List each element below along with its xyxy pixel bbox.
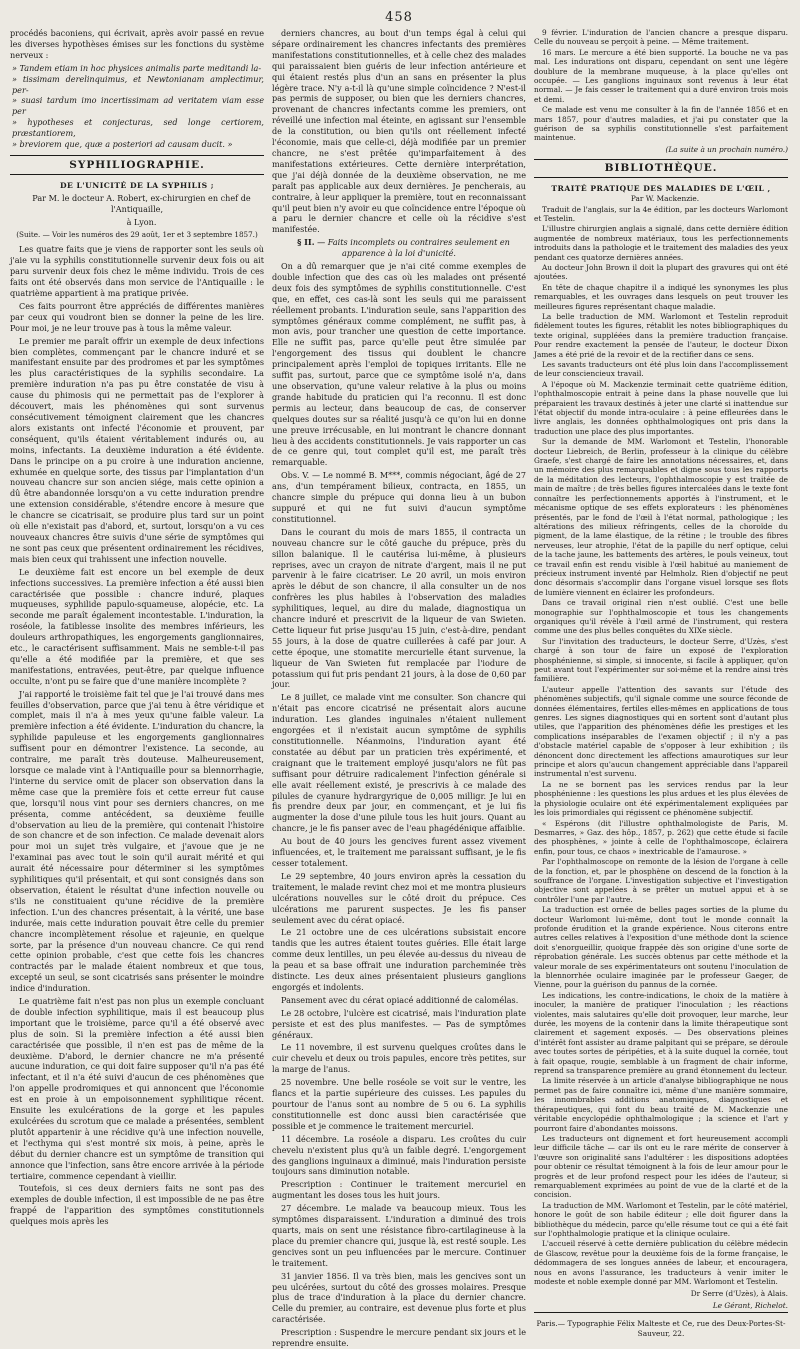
article-title-traite: TRAITÉ PRATIQUE DES MALADIES DE L'ŒIL , — [551, 183, 771, 193]
article-paragraph: Prescription : Continuer le traitement mercuriel en augmentant les doses tous les huit jours. — [272, 1179, 526, 1201]
quote-line: » breviorem que, quæ a posteriori ad causam ducit. » — [12, 139, 233, 150]
review-paragraph: La traduction de MM. Warlomont et Testelin, par le côté matériel, honore le goût de son habile éditeur ; elle doit figurer dans la bibliothèque du médecin, parce qu'elle résume tout ce qui a été fait sur l'ophthalmologie pratique et la clinique oculaire. — [534, 1200, 788, 1238]
article-body-right-top — [534, 28, 788, 143]
article-paragraph: Le 29 septembre, 40 jours environ après la cessation du traitement, le malade revint chez moi et me montra plusieurs ulcérations nouvelles sur le côté droit du prépuce. Ces ulcérations me parurent suspectes. Je les fis panser seulement avec du cérat opiacé. — [272, 870, 526, 925]
article-body-middle-top — [272, 28, 526, 235]
article-paragraph: Prescription : Suspendre le mercure pendant six jours et le reprendre ensuite. — [272, 1327, 526, 1349]
review-paragraph: La traduction est ornée de belles pages sorties de la plume du docteur Warlomont lui-même, dont tout le monde connaît la profonde érudition et la grande expérience. Nous citerons entre autres celles relatives à l'exposition d'une méthode dont la science doit s'enorgueillir, quoique frappée dès son origine d'une sorte de réprobation générale. Les succès obtenus par cette méthode et la valeur morale de ses expérimentateurs ont soutenu l'inoculation de la blennorrhée oculaire imaginée par le professeur Gaeger, de Vienne, pour la guérison du pannus de la cornée. — [534, 905, 788, 990]
quote-line: » tissimam derelinquimus, et Newtonianam amplectimur, per- — [12, 73, 264, 95]
article-paragraph: Le quatrième fait n'est pas non plus un exemple concluant de double infection syphilitique, mais il est beaucoup plus important que le troisième, parce qu'il a été observé avec plus de soin. Si la première infection a été aussi bien caractérisée que possible, il n'en est pas de même de la deuxième. D'abord, le dernier chancre ne m'a présenté aucune induration, ce qui doit faire supposer qu'il n'a pas été infectant, et il n'a été suivi d'aucun de ces phénomènes que l'on appelle prodromiques et qui annoncent que l'économie est en proie à un empoisonnement syphilitique récent. Ensuite les exulcérations de la gorge et les papules exulcérées du scrotum que ce malade a présentées, semblent plutôt appartenir à une récidive qu'à une infection nouvelle, et l'ecthyma qui s'est montré six mois, à peine, après le début du dernier chancre est un symptôme de transition qui annonce que l'infection, sans être encore arrivée à la période tertiaire, commence cependant à vieillir. — [10, 996, 264, 1181]
article-paragraph: Le 28 octobre, l'ulcère est cicatrisé, mais l'induration plate persiste et est des plus manifestes. — Pas de symptômes généraux. — [272, 1007, 526, 1040]
book-author: Par W. Mackenzie. — [630, 194, 700, 204]
review-body — [534, 224, 788, 1286]
review-paragraph: L'auteur appelle l'attention des savants sur l'étude des phénomènes subjectifs, qu'il signale comme une source féconde de données élémentaires, fertiles elles-mêmes en applications de tous genres. Les signes diagnostiques qui en sortent sont d'autant plus utiles, que l'apparition des phénomènes défie les prestiges et les complications inséparables de l'examen objectif ; il n'y a pas d'obstacle matériel capable de s'opposer à leur exhibition ; ils dénoncent donc directement les affections amaurotiques sur leur principe et alors qu'aucun changement appréciable dans l'appareil instrumental n'est survenu. — [534, 684, 788, 779]
article-paragraph: 11 décembre. La roséole a disparu. Les croûtes du cuir chevelu n'existent plus qu'à un faible degré. L'engorgement des ganglions inguinaux a diminué, mais l'induration persiste toujours sans diminution notable. — [272, 1133, 526, 1177]
article-paragraph: Le 21 octobre une de ces ulcérations subsistait encore tandis que les autres étaient toutes guéries. Elle était large comme deux lentilles, un peu élevée au-dessus du niveau de la peau et sa base offrait une induration parcheminée très distincte. Les deux aines présentaient plusieurs ganglions engorgés et indolents. — [272, 927, 526, 992]
review-paragraph: Les indications, les contre-indications, le choix de la matière à inoculer, la manière de pratiquer l'inoculation ; les réactions violentes, mais salutaires qu'elle doit provoquer, leur marche, leur durée, les moyens de la contenir dans la limite thérapeutique sont clairement et sagement exposés. — Des observations pleines d'intérêt font assister au drame palpitant qui se prépare, se déroule avec toutes sortes de péripéties, et à la suite duquel la cornée, tout à fait opaque, rougie, semblable à un fragment de chair informe, reprend sa transparence première au grand étonnement du lecteur. — [534, 990, 788, 1076]
article-paragraph: Ce malade est venu me consulter à la fin de l'année 1856 et en mars 1857, pour d'autres maladies, et j'ai pu constater que la guérison de sa syphilis constitutionnelle s'est parfaitement maintenue. — [534, 105, 788, 143]
article-paragraph: Au bout de 40 jours les gencives furent assez vivement influencées, et, le traitement me paraissant suffisant, je le fis cesser totalement. — [272, 836, 526, 868]
article-paragraph: Obs. V. — Le nommé B. M***, commis négociant, âgé de 27 ans, d'un tempérament bilieux, contracta, en 1855, un chancre simple du prépuce qui donna lieu à un bubon suppuré et qui ne fut suivi d'aucun symptôme constitutionnel. — [272, 470, 526, 524]
article-author: Par M. le docteur A. Robert, ex-chirurgien en chef de l'Antiquaille, — [32, 192, 251, 214]
review-paragraph: Dans ce travail original rien n'est oublié. C'est une belle monographie sur l'ophthalmoscopie et tous les changements organiques qu'il révèle à l'œil armé de l'instrument, qui restera comme une des plus belles conquêtes du XIXe siècle. — [534, 598, 788, 636]
imprint-rule — [534, 1312, 788, 1313]
page-number: 458 — [385, 10, 413, 25]
article-paragraph: 27 décembre. Le malade va beaucoup mieux. Tous les symptômes disparaissent. L'induration a diminué des trois quarts, mais on sent une résistance fibro-cartilagineuse à la place du premier chancre qui, jusque là, est resté souple. Les gencives sont un peu influencées par le mercure. Continuer le traitement. — [272, 1203, 526, 1268]
article-body-middle — [272, 261, 526, 1349]
article-paragraph: Dans le courant du mois de mars 1855, il contracta un nouveau chancre sur le côté gauche du prépuce, près du sillon balanique. Il le cautérisa lui-même, à plusieurs reprises, avec un crayon de nitrate d'argent, mais il ne put parvenir à le faire cicatriser. Le 20 avril, un mois environ après le début de son chancre, il alla consulter un de nos confrères les plus habiles à l'observation des maladies syphilitiques, lequel, au dire du malade, diagnostiqua un chancre induré et prescrivit de la liqueur de van Swieten. Cette liqueur fut prise jusqu'au 15 juin, c'est-à-dire, pendant 55 jours, à la dose de quatre cuillerées à café par jour. A cette époque, une stomatite mercurielle étant survenue, la liqueur de Van Swieten fut remplacée par l'iodure de potassium qui fut pris pendant 21 jours, à la dose de 0,60 par jour. — [272, 526, 526, 690]
section-title-syphiliographie: SYPHILIOGRAPHIE. — [69, 158, 205, 171]
article-paragraph: Toutefois, si ces deux derniers faits ne sont pas des exemples de double infection, il est impossible de ne pas être frappé de l'apparition des symptômes constitutionnels quelques mois après les — [10, 1183, 264, 1227]
section-title-bibliotheque: BIBLIOTHÈQUE. — [604, 162, 718, 175]
quote-line: » Tandem etiam in hoc physices animalis parte meditandi la- — [12, 62, 262, 73]
section-rule-right — [534, 159, 788, 160]
manager-line: Le Gérant, Richelot. — [712, 1300, 788, 1310]
to-be-continued-note: (La suite à un prochain numéro.) — [665, 144, 788, 154]
review-paragraph: L'illustre chirurgien anglais a signalé, dans cette dernière édition augmentée de nombreux matériaux, tous les perfectionnements introduits dans la pathologie et le traitement des maladies des yeux pendant ces quatorze dernières années. — [534, 224, 788, 262]
review-paragraph: « Espérons (dit l'illustre ophthalmologiste de Paris, M. Desmarres, » Gaz. des hôp., 1857, p. 262) que cette étude si facile des phosphènes, » jointe à celle de l'ophthalmoscope, éclairera enfin, pour tous, ce chaos » inextricable de l'amaurose. » — [534, 818, 788, 856]
quote-line: » hypotheses et conjecturas, sed longe certiorem, præstantiorem, — [12, 117, 264, 139]
column-middle — [272, 28, 526, 1349]
article-paragraph: Le deuxième fait est encore un bel exemple de deux infections successives. La première infection a été aussi bien caractérisée que possible : chancre induré, plaques muqueuses, syphilide papulo-squameuse, alopécie, etc. La seconde me paraît également incontestable. L'induration, la roséole, la fatiblesse insolite des membres inférieurs, les douleurs arthropathiques, les engorgements ganglionnaires, etc., le caractérisent suffisamment. Mais ne semble-t-il pas qu'elle a été modifiée par la première, et que ses manifestations, entravées, peut-être, par quelque influence occulte, n'ont pu se faire que d'une manière incomplète ? — [10, 566, 264, 686]
continuation-note: (Suite. — Voir les numéros des 29 août, 1er et 3 septembre 1857.) — [16, 229, 258, 239]
review-paragraph: Sur l'invitation des traducteurs, le docteur Serre, d'Uzès, s'est chargé à son tour de faire un exposé de l'exploration phosphénienne, si simple, si innocente, si facile à appliquer, qu'on peut avant tout l'expérimenter sur soi-même et la rendre ainsi très familière. — [534, 636, 788, 684]
subsection-number: § II. — [297, 237, 315, 248]
article-paragraph: Les quatre faits que je viens de rapporter sont les seuls où j'aie vu la syphilis constitutionnelle survenir deux fois ou ait paru survenir deux fois chez le même individu. Trois de ces faits ont été observés dans mon service de l'Antiquaille : le quatrième appartient à ma pratique privée. — [10, 244, 264, 299]
section-rule — [10, 155, 264, 156]
review-signature: Dr Serre (d'Uzès), à Alais. — [690, 1289, 788, 1299]
column-right — [534, 28, 788, 1338]
article-paragraph: derniers chancres, au bout d'un temps égal à celui qui sépare ordinairement les chancres infectants des premières manifestations constitutionnelles, et à celle chez des malades qui paraissaient bien guéris de leur infection antérieure et qui étaient restés plus d'un an sans en présenter la plus légère trace. N'y a-t-il là qu'une simple coïncidence ? N'est-il pas permis de supposer, ou bien que les derniers chancres, provenant de chancres infectants comme les premiers, ont réveillé une infection mal éteinte, en agissant sur l'ensemble de la constitution, ou bien qu'ils ont réellement infecté l'économie, mais que celle-ci, déjà modifiée par un premier chancre, ne s'est prêtée qu'imparfaitement à des manifestations extérieures. Cette dernière interprétation, que j'ai déjà donnée de la deuxième observation, ne me paraît pas applicable aux deux dernières. Je pencherais, au contraire, à leur appliquer la première, tout en reconnaissant qu'il peut bien n'y avoir eu que coïncidence entre l'époque où a paru le dernier chancre et celle où la récidive s'est manifestée. — [272, 28, 526, 235]
review-paragraph: A l'époque où M. Mackenzie terminait cette quatrième édition, l'ophthalmoscopie entrait à peine dans la phase nouvelle que lui préparaient les travaux destinés à jeter une clarté si inattendue sur l'état objectif du monde intra-oculaire : à peine effleurées dans le livre anglais, les données ophthalmologiques ont pris dans la traduction une place des plus importantes. — [534, 379, 788, 436]
article-paragraph: Le premier me paraît offrir un exemple de deux infections bien complètes, commençant par le chancre induré et se manifestant ensuite par des prodromes et par les symptômes les plus caractéristiques de la syphilis secondaire. La première induration n'a pas pu être constatée de visu à cause du phimosis qui ne permettait pas de l'explorer à découvert, mais les phénomènes qui sont survenus consécutivement témoignent clairement que les chancres alors existants ont infecté l'économie et prouvent, par conséquent, qu'ils étaient véritablement indurés ou, au moins, infectants. La deuxième induration a été évidente. Dans le principe on a pu croire à une induration ancienne, exhumée en quelque sorte, des tissus par l'implantation d'un nouveau chancre sur son ancien siége, mais cette opinion a dû être abandonnée lorsqu'on a vu cette induration prendre une extension considérable, s'étendre encore à mesure que le chancre se cicatrisait, se produire plus tard sur un point où elle n'existait pas d'abord, et, surtout, lorsqu'on a vu ces nouveaux chancres être suivis d'une série de symptômes qui ne sont pas ceux que présentent ordinairement les récidives, mais bien ceux qui trahissent une infection nouvelle. — [10, 335, 264, 564]
article-paragraph: Ces faits pourront être appréciés de différentes manières par ceux qui voudront bien se donner la peine de les lire. Pour moi, je ne leur trouve pas à tous la même valeur. — [10, 300, 264, 333]
article-paragraph: 9 février. L'induration de l'ancien chancre a presque disparu. Celle du nouveau se perçoit à peine. — Même traitement. — [534, 28, 788, 47]
review-paragraph: La belle traduction de MM. Warlomont et Testelin reproduit fidèlement toutes les figures, rétablit les notes bibliographiques du texte original, suppléées dans la première traduction française. Pour rendre exactement la pensée de l'auteur, le docteur Dixon James a été prié de la revoir et de la rectifier dans ce sens. — [534, 311, 788, 359]
article-paragraph: 25 novembre. Une belle roséole se voit sur le ventre, les flancs et la partie supérieure des cuisses. Les papules du pourtour de l'anus sont au nombre de 5 ou 6. La syphilis constitutionnelle est donc aussi bien caractérisée que possible et je commence le traitement mercuriel. — [272, 1077, 526, 1131]
review-paragraph: L'accueil réservé à cette dernière publication du célèbre médecin de Glascow, revêtue pour la deuxième fois de la forme française, le dédommagera de ses longues années de labeur, et encouragera, nous en avons l'assurance, les traducteurs à venir imiter le modeste et noble exemple donné par MM. Warlomont et Testelin. — [534, 1239, 788, 1286]
intro-paragraph: procédés baconiens, qui écrivait, après avoir passé en revue les diverses hypothèses émises sur les fonctions du système nerveux : — [10, 28, 264, 60]
column-left — [10, 28, 264, 1227]
latin-quote — [10, 63, 264, 150]
review-paragraph: La ne se bornent pas les services rendus par la leur phosphénienne : les questions les plus ardues et les plus élevées de la physiologie oculaire ont été expérimentalement expliquées par les lois primordiales qui régissent ce phénomène subjectif. — [534, 779, 788, 818]
subsection-text: — Faits incomplets ou contraires seulement en apparence à la loi d'unicité. — [317, 237, 510, 259]
article-paragraph: On a dû remarquer que je n'ai cité comme exemples de double infection que des cas où les malades ont présenté deux fois des symptômes de syphilis constitutionnelle. C'est que, en effet, ces cas-là sont les seuls qui me paraissent réellement probants. L'induration seule, sans l'apparition des symptômes généraux comme complément, ne suffit pas, à mon avis, pour trancher une question de cette importance. Elle ne suffit pas, parce qu'elle peut être simulée par l'engorgement des tissus qui doublent le chancre principalement après l'emploi de topiques irritants. Elle ne suffit pas, surtout, parce que ce symptôme isolé n'a, dans une observation, qu'une valeur relative à la plus ou moins grande habitude du praticien qui l'a reconnu. Il est donc permis au lecteur, dans beaucoup de cas, de conserver quelques doutes sur sa réalité jusqu'à ce qu'on lui en donne une preuve irrécusable, en lui montrant le chancre donnant lieu à des accidents constitutionnels. Je vais rapporter un cas de ce genre qui, tout complet qu'il est, me paraît très remarquable. — [272, 261, 526, 468]
section-rule-thin — [10, 174, 264, 175]
section-rule-right-thin — [534, 177, 788, 178]
review-paragraph: En tête de chaque chapitre il a indiqué les synonymes les plus remarquables, et les ouvrages dans lesquels on peut trouver les meilleures figures représentant chaque maladie. — [534, 282, 788, 311]
article-paragraph: J'ai rapporté le troisième fait tel que je l'ai trouvé dans mes feuilles d'observation, parce que j'ai tenu à être véridique et complet, mais il n'a à mes yeux qu'une faible valeur. La première infection a été évidente. L'induration du chancre, la syphilide papuleuse et les engorgements ganglionnaires suffisent pour en démontrer l'existence. La seconde, au contraire, me paraît très douteuse. Malheureusement, lorsque ce malade vint à l'Antiquaille pour sa blennorrhagie, l'interne du service omit de placer son observation dans la même case que la première fois et cette erreur fut cause que, lorsqu'il nous vint pour ses derniers chancres, on me présenta, comme antécédent, sa deuxième feuille d'observation au lieu de la première, qui contenait l'histoire de son chancre et de son infection. Ce malade devenait alors pour moi un sujet très vulgaire, et j'avoue que je ne l'examinai pas avec tout le soin qu'il aurait mérité et qui aurait été nécessaire pour déterminer si les symptômes syphilitiques qu'il présentait, et qui sont consignés dans son observation, étaient le résultat d'une infection nouvelle ou s'ils ne constituaient qu'une récidive de la première infection. L'un des chancres présentait, à la vérité, une base indurée, mais cette induration pouvait être celle du premier chancre incomplètement résolue et rajeunie, en quelque sorte, par la présence d'un nouveau chancre. Ce qui rend cette opinion probable, c'est que cette fois les chancres contractés par le malade étaient nombreux et que tous, excepté un seul, se sont cicatrisés sans présenter le moindre indice d'induration. — [10, 688, 264, 994]
review-paragraph: La limite réservée à un article d'analyse bibliographique ne nous permet pas de faire connaître ici, même d'une manière sommaire, les innombrables additions anatomiques, diagnostiques et thérapeutiques, qui font du beau traité de M. Mackenzie une véritable encyclopédie ophthalmologique ; la science et l'art y pourront faire d'abondantes moissons. — [534, 1076, 788, 1133]
article-city: à Lyon. — [126, 216, 157, 227]
columns — [10, 28, 788, 1349]
article-title-unicite: DE L'UNICITÉ DE LA SYPHILIS ; — [59, 180, 215, 190]
quote-line: » suasi tardum imo incertissimam ad veritatem viam esse per — [12, 95, 264, 117]
review-paragraph: Par l'ophthalmoscope on remonte de la lésion de l'organe à celle de la fonction, et, par le phosphène on descend de la fonction à la souffrance de l'organe. L'investigation subjective et l'investigation objective sont appelées à se prêter un mutuel appui et à se contrôler l'une par l'autre. — [534, 857, 788, 904]
imprint-line: Paris.— Typographie Félix Malteste et Ce, rue des Deux-Portes-St-Sauveur, 22. — [536, 1319, 786, 1338]
article-body-left — [10, 244, 264, 1227]
article-paragraph: Le 8 juillet, ce malade vint me consulter. Son chancre qui n'était pas encore cicatrisé ne présentait alors aucune induration. Les glandes inguinales n'étaient nullement engorgées et il n'existait aucun symptôme de syphilis constitutionnelle. Néanmoins, l'induration ayant été constatée au début par un praticien très expérimenté, et craignant que le traitement employé jusqu'alors ne fût pas suffisant pour détruire radicalement l'infection générale si elle avait réellement existé, je prescrivis à ce malade des pilules de cyanure hydrargyrique de 0,005 milligr. Je lui en fis prendre deux par jour, en commençant, et je lui fis augmenter la dose d'une pilule tous les huit jours. Quant au chancre, je le fis panser avec de l'eau phagédénique affaiblie. — [272, 692, 526, 834]
article-paragraph: Le 11 novembre, il est survenu quelques croûtes dans le cuir chevelu et deux ou trois papules, encore très petites, sur la marge de l'anus. — [272, 1042, 526, 1075]
translation-line: Traduit de l'anglais, sur la 4e édition, par les docteurs Warlomont et Testelin. — [534, 204, 788, 223]
article-paragraph: 31 janvier 1856. Il va très bien, mais les gencives sont un peu ulcérées, surtout du côté des grosses molaires. Presque plus de trace d'induration à la place du dernier chancre. Celle du premier, au contraire, est devenue plus forte et plus caractérisée. — [272, 1270, 526, 1325]
review-paragraph: Les savants traducteurs ont été plus loin dans l'accomplissement de leur consciencieux travail. — [534, 360, 788, 379]
review-paragraph: Au docteur John Brown il doit la plupart des gravures qui ont été ajoutées. — [534, 262, 788, 282]
review-paragraph: Les traducteurs ont dignement et fort heureusement accompli leur difficile tâche — car ils ont eu le rare mérite de conserver à l'œuvre son originalité sans l'adultérer : les dispositions adoptées pour obtenir ce résultat témoignent à la fois de leur amour pour le progrès et de leur profond respect pour les idées de l'auteur, si remarquablement exprimées au point de vue de la clarté et de la concision. — [534, 1133, 788, 1200]
review-paragraph: Sur la demande de MM. Warlomont et Testelin, l'honorable docteur Liebreich, de Berlin, professeur à la clinique du célèbre Graefe, s'est chargé de faire les annotations nécessaires, et, dans un mémoire des plus remarquables et digne sous tous les rapports de la méditation des lecteurs, l'ophthalmoscopie y est traitée de main de maître ; de très belles figures intercalées dans le texte font connaître les perfectionnements apportés à l'instrument, et le mécanisme optique de ses effets explorateurs : les phénomènes présentés, par le fond de l'œil à l'état normal, pathologique ; les altérations des milieux réfringents, celles de la choroïde du pigment, de la lame élastique, de la rétine ; le trouble des fibres nerveuses, leur atrophie, l'état de la papille du nerf optique, celui de la tache jaune, les battements des artères, le pouls veineux, tout ce travail enfin est rendu visible à l'œil habitué au maniement de précieux instrument inventé par Helmholz. Rien d'objectif ne peut donc désormais s'accomplir dans l'organe visuel lorsque ses flots de lumière viennent en éclairer les profondeurs. — [534, 437, 788, 597]
article-paragraph: Pansement avec du cérat opiacé additionné de calomélas. — [281, 994, 519, 1005]
subsection-heading — [272, 237, 526, 259]
article-paragraph: 16 mars. Le mercure a été bien supporté. La bouche ne va pas mal. Les indurations ont disparu, cependant on sent une légère doublure de la membrane muqueuse, à la place qu'elles ont occupée. — Les ganglions inguinaux sont revenus à leur état normal. — Je fais cesser le traitement qui a duré environ trois mois et demi. — [534, 47, 788, 104]
